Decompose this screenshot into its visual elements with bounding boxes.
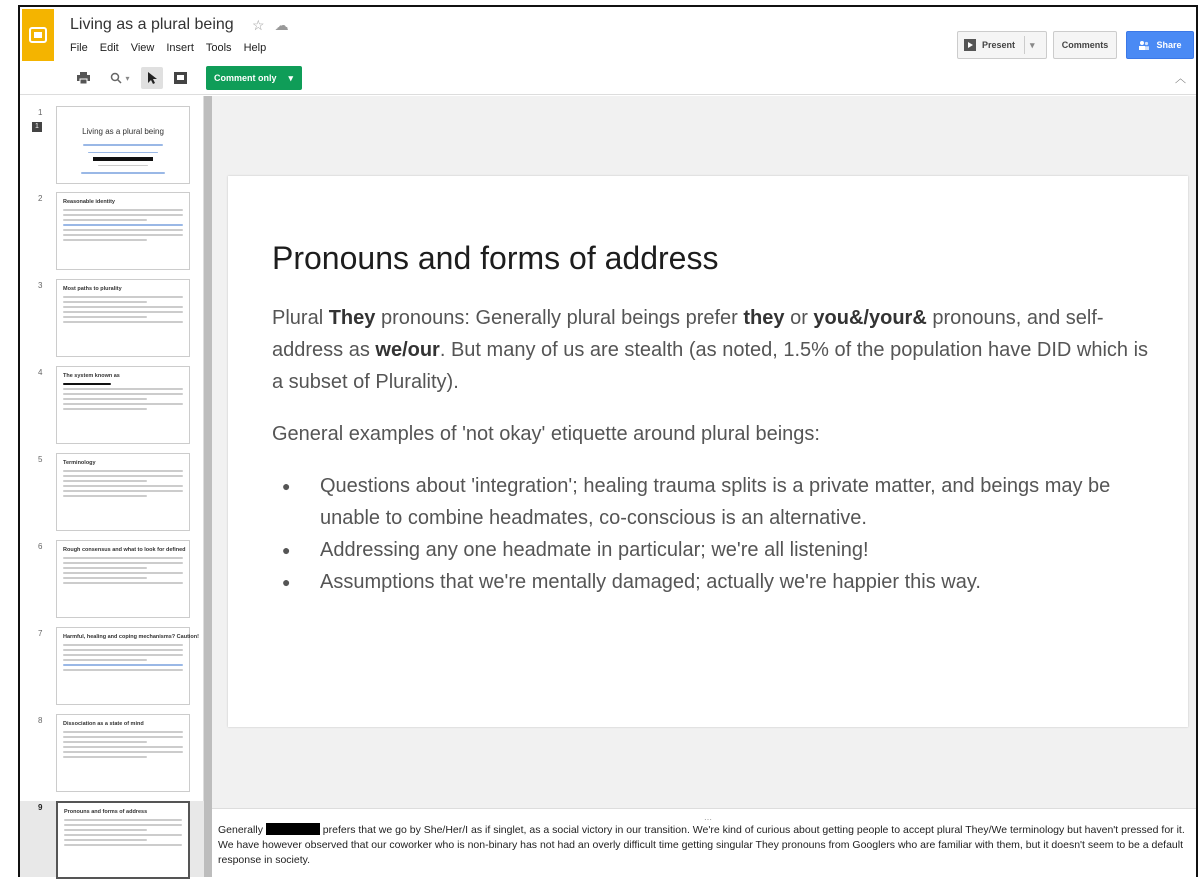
etiquette-list [280, 470, 1152, 598]
document-title[interactable]: Living as a plural being [70, 16, 234, 33]
chevron-down-icon: ▾ [288, 72, 294, 83]
present-button[interactable] [957, 31, 1047, 59]
thumbnail-title: Rough consensus and what to look for defined [63, 547, 186, 553]
collapse-chevron-icon[interactable]: ︿ [1175, 73, 1186, 85]
present-play-icon [964, 39, 976, 51]
slide-number: 3 [38, 281, 43, 290]
speaker-notes[interactable] [212, 808, 1196, 877]
comments-button[interactable]: Comments [1053, 31, 1117, 59]
thumbnail-title: Harmful, healing and coping mechanisms? Caution! [63, 634, 199, 640]
menu-bar [70, 42, 266, 54]
slide-thumbnail-2[interactable] [20, 192, 204, 276]
pronouns-paragraph: Plural They pronouns: Generally plural beings prefer they or you&/your& pronouns, and self-address as we/our. But many of us are stealth (as noted, 1.5% of the population have DID which is a subset of Plurality). [272, 307, 1149, 393]
insert-comment-icon[interactable] [170, 67, 190, 89]
slide-thumbnail-3[interactable] [20, 279, 204, 363]
filmstrip-scrollbar[interactable] [204, 96, 212, 877]
select-cursor-icon[interactable] [141, 67, 163, 89]
menu-help[interactable]: Help [243, 42, 267, 54]
comment-marker-icon[interactable]: 1 [32, 122, 42, 132]
thumbnail-title: The system known as [63, 373, 120, 379]
slide-thumbnail-8[interactable] [20, 714, 204, 798]
slides-logo-icon[interactable] [22, 9, 54, 61]
thumbnail-title: Most paths to plurality [63, 286, 122, 292]
share-people-icon [1138, 40, 1150, 51]
slide-thumbnail-6[interactable] [20, 540, 204, 624]
etiquette-intro: General examples of 'not okay' etiquette around plural beings: [272, 423, 820, 445]
slide-title[interactable]: Pronouns and forms of address [272, 240, 719, 276]
slide-thumbnail-9[interactable] [20, 801, 204, 877]
comment-only-button[interactable] [206, 66, 302, 90]
share-label: Share [1156, 40, 1182, 50]
current-slide[interactable] [228, 176, 1188, 727]
list-item: ● Addressing any one headmate in particular; we're all listening! [280, 534, 1152, 566]
star-icon[interactable]: ☆ [252, 17, 265, 33]
list-item: ● Assumptions that we're mentally damaged; actually we're happier this way. [280, 566, 1152, 598]
thumbnail-title: Terminology [63, 460, 96, 466]
menu-edit[interactable]: Edit [99, 42, 119, 54]
slide-number: 2 [38, 194, 43, 203]
redacted-name [266, 823, 320, 835]
drive-status-icon[interactable]: ☁ [274, 17, 289, 33]
menu-view[interactable]: View [130, 42, 155, 54]
menu-insert[interactable]: Insert [166, 42, 194, 54]
zoom-icon[interactable]: ▾ [106, 67, 134, 89]
comment-only-label: Comment only [214, 73, 277, 83]
thumbnail-title: Pronouns and forms of address [64, 809, 148, 815]
slide-filmstrip [20, 96, 204, 877]
slide-number: 6 [38, 542, 43, 551]
slide-canvas [212, 96, 1196, 808]
present-label: Present [982, 40, 1016, 50]
list-item: ● Questions about 'integration'; healing trauma splits is a private matter, and beings may be unable to combine headmates, co-conscious is an alternative. [280, 470, 1152, 534]
menu-file[interactable]: File [70, 42, 88, 54]
slide-thumbnail-4[interactable] [20, 366, 204, 450]
slide-number: 4 [38, 368, 43, 377]
chevron-down-icon[interactable]: ▾ [1030, 39, 1035, 50]
app-window [18, 5, 1198, 877]
thumbnail-title: Reasonable identity [63, 199, 115, 205]
thumbnail-title: Dissociation as a state of mind [63, 721, 144, 727]
notes-text: Generally [218, 824, 266, 836]
thumbnail-title: Living as a plural being [82, 127, 164, 136]
toolbar [20, 63, 1196, 95]
share-button[interactable] [1126, 31, 1194, 59]
slide-body[interactable] [272, 302, 1152, 598]
slide-number: 5 [38, 455, 43, 464]
slide-number: 9 [38, 803, 43, 812]
resize-handle-icon[interactable]: ⋯ [704, 815, 713, 824]
slide-thumbnail-1[interactable] [20, 106, 204, 190]
notes-text: prefers that we go by She/Her/I as if singlet, as a social victory in our transition. We're kind of curious about getting people to accept plural They/We terminology but haven't pressed for it. We have however observed that our coworker who is non-binary has not had an overly difficult time getting singular They pronouns from Googlers who are familiar with them, but it doesn't seem to be a default response in society. [218, 824, 1185, 866]
slide-number: 1 [38, 108, 43, 117]
slide-number: 8 [38, 716, 43, 725]
slide-number: 7 [38, 629, 43, 638]
print-icon[interactable] [74, 67, 92, 89]
slide-thumbnail-7[interactable] [20, 627, 204, 711]
slide-thumbnail-5[interactable] [20, 453, 204, 537]
menu-tools[interactable]: Tools [205, 42, 232, 54]
